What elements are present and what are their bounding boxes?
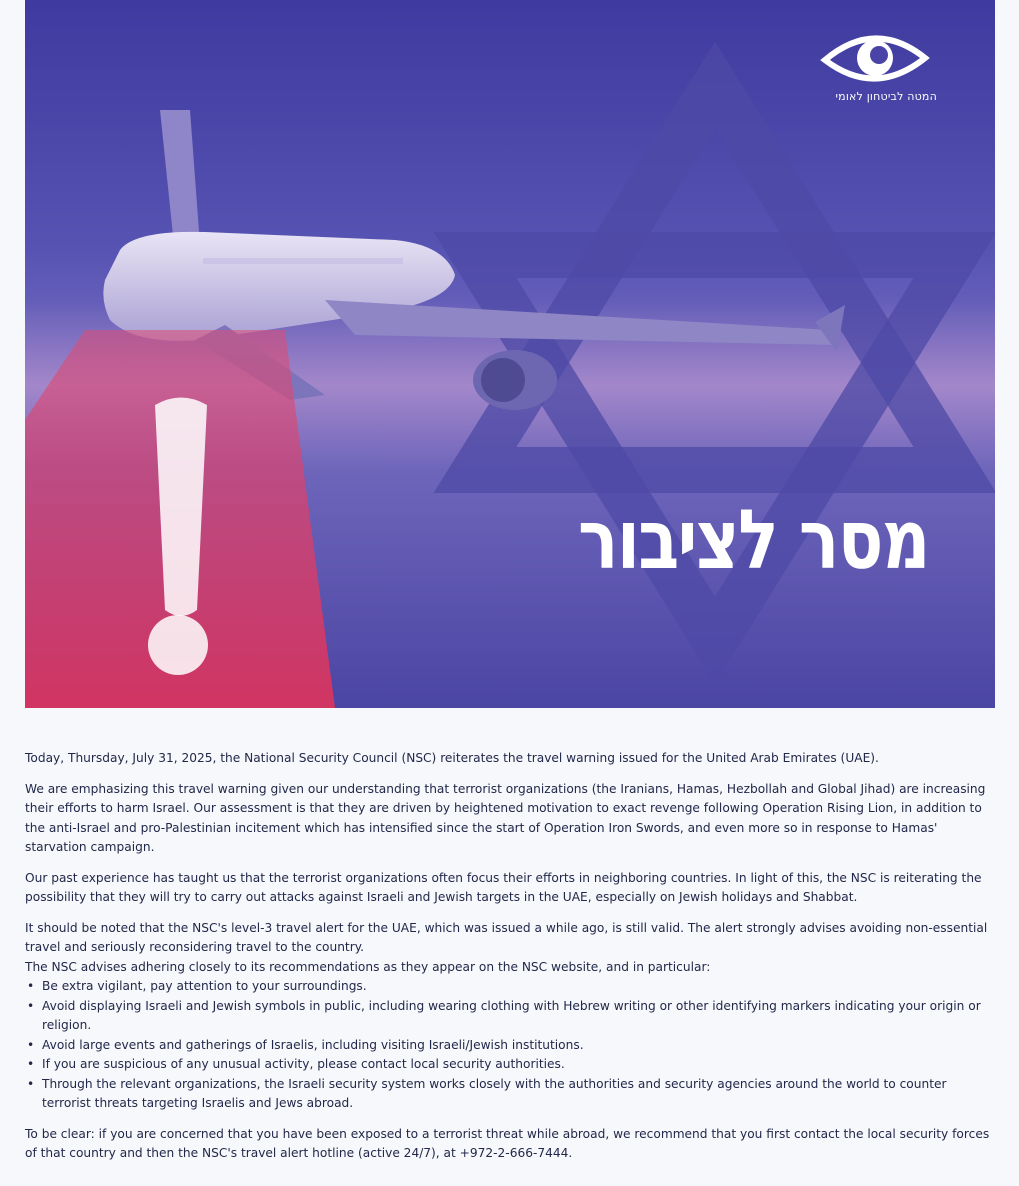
hero-illustration [25,0,995,708]
hero-image [25,0,995,708]
paragraph-recommendations: The NSC advises adhering closely to its recommendations as they appear on the NSC website, and in particular: [25,959,711,974]
list-item: • Avoid displaying Israeli and Jewish symbols in public, including wearing clothing with Hebrew writing or other identifying markers indicating your origin or religion. [25,997,993,1036]
list-item: • Through the relevant organizations, the Israeli security system works closely with the authorities and security agencies around the world to counter terrorist threats targeting Israelis and Jews abroad. [25,1075,993,1114]
list-item: • Be extra vigilant, pay attention to your surroundings. [25,977,993,997]
recommendations-list [25,977,993,1114]
list-item: • If you are suspicious of any unusual activity, please contact local security authorities. [25,1055,993,1075]
headline: מסר לציבור [578,493,929,588]
paragraph-date: Today, Thursday, July 31, 2025, the National Security Council (NSC) reiterates the travel warning issued for the United Arab Emirates (UAE). [25,751,879,765]
paragraph-emphasis: We are emphasizing this travel warning given our understanding that terrorist organizations (the Iranians, Hamas, Hezbollah and Global Jihad) are increasing their efforts to harm Israel. Our assessment is that they are driven by heightened motivation to exact revenge following Operation Rising Lion, in addition to the anti-Israel and pro-Palestinian incitement which has intensified since the start of Operation Iron Swords, and even more so in response to Hamas' starvation campaign. [25,781,986,854]
warning-triangle-icon [25,330,335,708]
article-body [25,749,993,1175]
paragraph-past-experience: Our past experience has taught us that the terrorist organizations often focus their efforts in neighboring countries. In light of this, the NSC is reiterating the possibility that they will try to carry out attacks against Israeli and Jewish targets in the UAE, especially on Jewish holidays and Shabbat. [25,870,982,904]
paragraph-hotline: To be clear: if you are concerned that you have been exposed to a terrorist threat while abroad, we recommend that you first contact the local security forces of that country and then the NSC's travel alert hotline (active 24/7), at +972-2-666-7444. [25,1126,990,1160]
list-item: • Avoid large events and gatherings of Israelis, including visiting Israeli/Jewish institutions. [25,1036,993,1056]
logo-caption: המטה לביטחון לאומי [835,90,937,103]
paragraph-level-3-alert: It should be noted that the NSC's level-3 travel alert for the UAE, which was issued a while ago, is still valid. The alert strongly advises avoiding non-essential travel and seriously reconsidering travel to the country. [25,920,988,954]
